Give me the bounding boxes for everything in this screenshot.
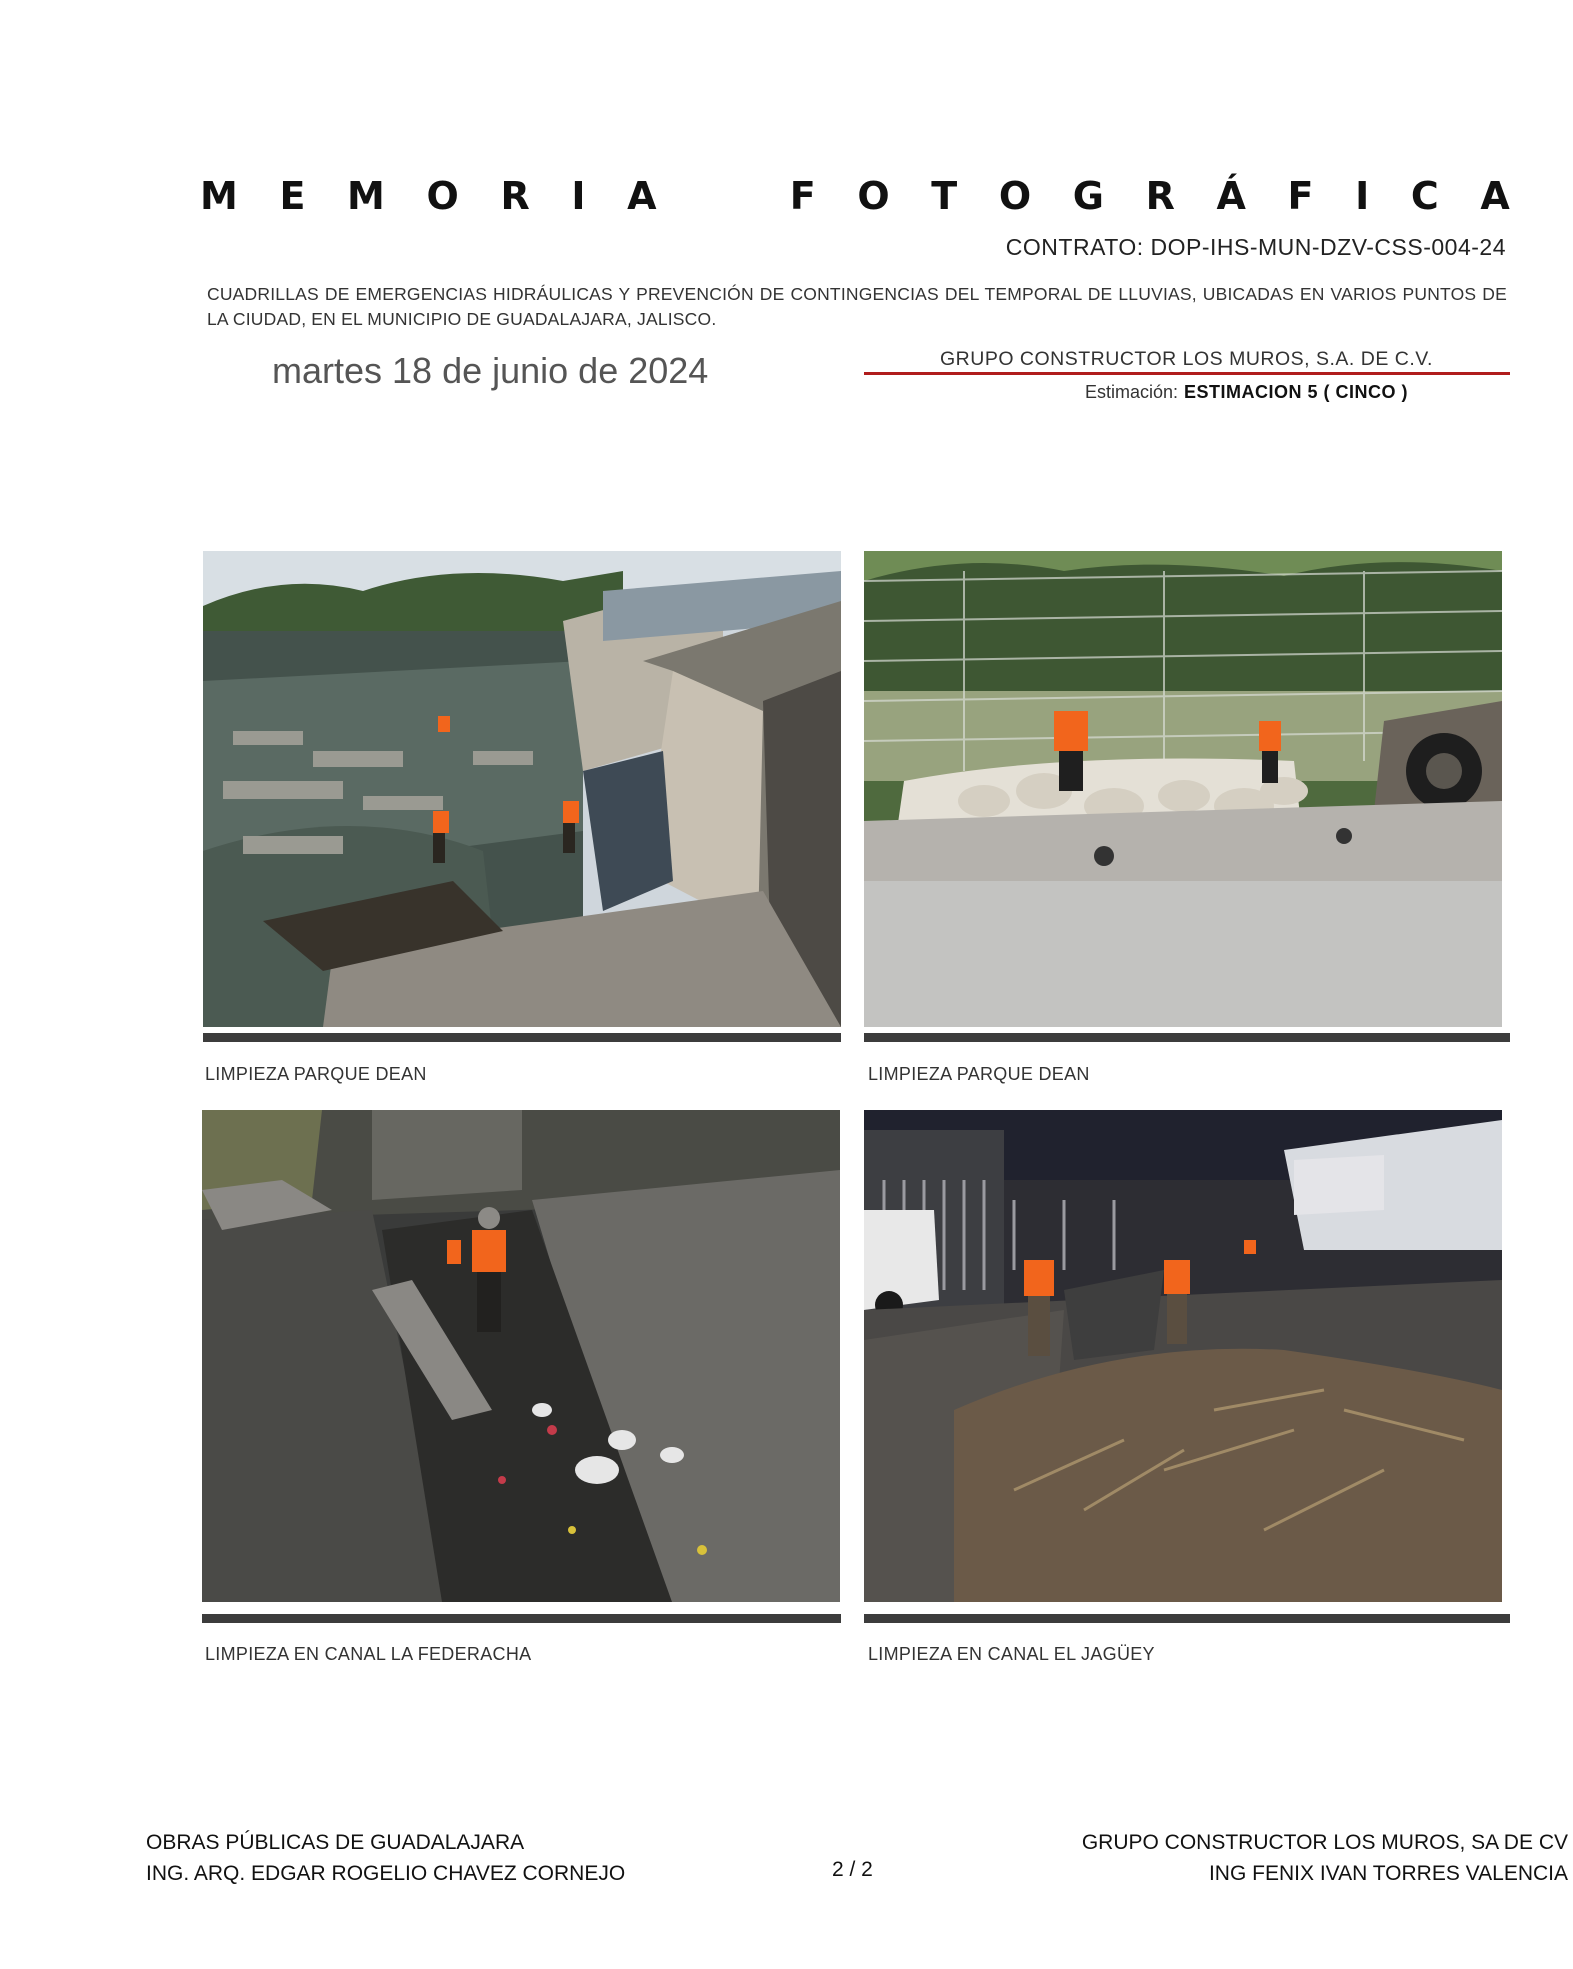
- photo-image: [203, 551, 841, 1027]
- photo-bar: [864, 1033, 1510, 1042]
- photo-bar: [864, 1614, 1510, 1623]
- title-letter: O: [426, 174, 459, 218]
- title-letter: T: [931, 174, 958, 218]
- footer-left-person: ING. ARQ. EDGAR ROGELIO CHAVEZ CORNEJO: [146, 1862, 626, 1885]
- footer-left-org: OBRAS PÚBLICAS DE GUADALAJARA: [146, 1831, 525, 1854]
- footer-right-person: ING FENIX IVAN TORRES VALENCIA: [1208, 1862, 1568, 1885]
- photo-canal-la-federacha: [202, 1110, 840, 1602]
- photo-bar: [203, 1033, 841, 1042]
- photo-bar: [202, 1614, 841, 1623]
- estimation: [1085, 382, 1408, 403]
- title-letter: I: [1355, 174, 1370, 218]
- photo-caption: LIMPIEZA PARQUE DEAN: [868, 1064, 1090, 1084]
- footer-left: [146, 1827, 625, 1889]
- photo-caption: LIMPIEZA PARQUE DEAN: [205, 1064, 427, 1084]
- title-letter: E: [279, 174, 306, 218]
- photo-caption: LIMPIEZA EN CANAL LA FEDERACHA: [205, 1644, 532, 1664]
- title-letter: R: [500, 174, 530, 218]
- title-letter: G: [1072, 174, 1104, 218]
- photo-image: [202, 1110, 840, 1602]
- estimation-value: ESTIMACION 5 ( CINCO ): [1184, 382, 1409, 402]
- title-letter: C: [1410, 174, 1439, 218]
- title-letter: O: [998, 174, 1032, 218]
- estimation-label: Estimación:: [1085, 382, 1179, 402]
- photo-image: [864, 551, 1502, 1027]
- title-letter: F: [1287, 174, 1314, 218]
- title-letter: O: [857, 174, 890, 218]
- title-letter: R: [1145, 174, 1175, 218]
- red-divider: [864, 372, 1510, 375]
- footer-right-org: GRUPO CONSTRUCTOR LOS MUROS, SA DE CV: [1081, 1831, 1568, 1854]
- title-letter: M: [200, 174, 238, 218]
- title-letter: F: [789, 174, 816, 218]
- photo-canal-el-jaguey: [864, 1110, 1502, 1602]
- photo-caption: LIMPIEZA EN CANAL EL JAGÜEY: [868, 1644, 1155, 1664]
- page-number: 2 / 2: [832, 1858, 873, 1881]
- title-letter: A: [627, 174, 657, 218]
- photo-image: [864, 1110, 1502, 1602]
- photo-parque-dean-2: [864, 551, 1502, 1027]
- title-letter: Á: [1216, 174, 1246, 218]
- title-letter: I: [571, 174, 586, 218]
- company-name: GRUPO CONSTRUCTOR LOS MUROS, S.A. DE C.V.: [940, 348, 1433, 370]
- contract-number: CONTRATO: DOP-IHS-MUN-DZV-CSS-004-24: [1005, 234, 1506, 260]
- title-letter: M: [347, 174, 385, 218]
- project-description: CUADRILLAS DE EMERGENCIAS HIDRÁULICAS Y PREVENCIÓN DE CONTINGENCIAS DEL TEMPORAL DE LLUVIAS, UBICADAS EN VARIOS PUNTOS DE LA CIUDAD, EN EL MUNICIPIO DE GUADALAJARA, JALISCO.: [207, 284, 1507, 329]
- document-title: [200, 174, 1510, 218]
- report-date: martes 18 de junio de 2024: [272, 350, 709, 391]
- footer-right: [1082, 1827, 1568, 1889]
- title-letter: A: [1480, 174, 1510, 218]
- photo-parque-dean-1: [203, 551, 841, 1027]
